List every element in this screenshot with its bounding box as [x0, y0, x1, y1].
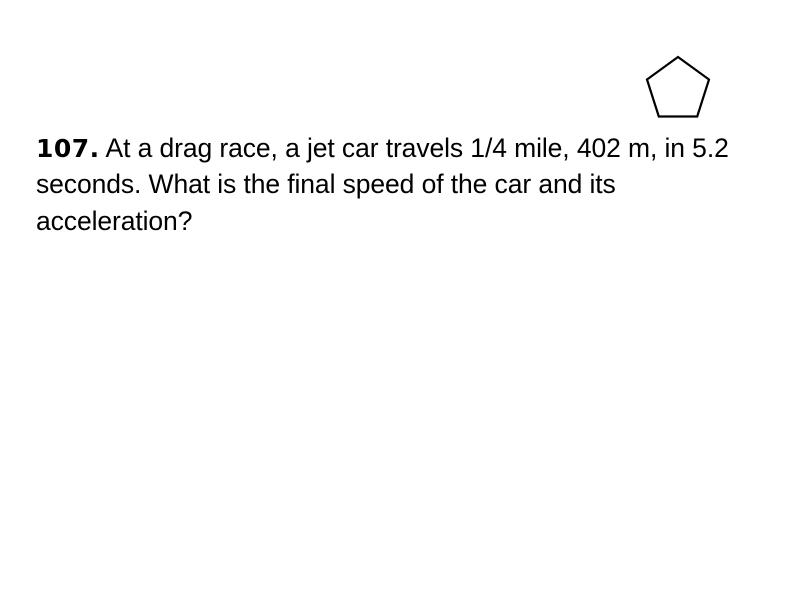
question-number: 107. — [36, 134, 100, 163]
question-block — [36, 130, 756, 239]
question-body: At a drag race, a jet car travels 1/4 mile, 402 m, in 5.2 seconds. What is the final speed of the car and its acceleration? — [36, 133, 729, 236]
pentagon-icon — [645, 55, 711, 119]
question-paragraph — [36, 130, 756, 239]
